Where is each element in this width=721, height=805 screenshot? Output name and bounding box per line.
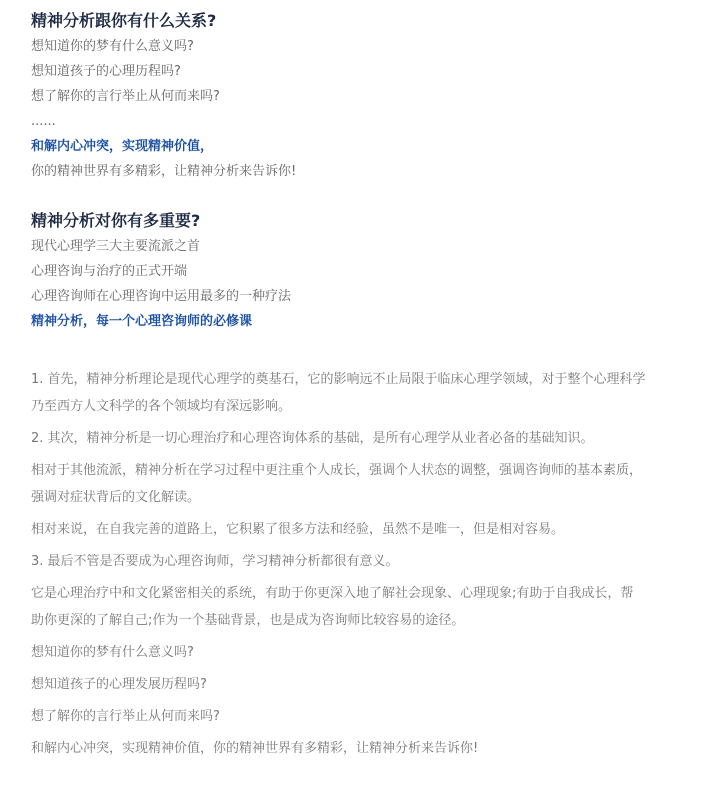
- body-paragraph-2: 2. 其次，精神分析是一切心理治疗和心理咨询体系的基础，是所有心理学从业者必备的基础知识。: [31, 431, 594, 446]
- section2-line: 现代心理学三大主要流派之首: [31, 239, 201, 254]
- body-paragraph-9: 想了解你的言行举止从何而来吗?: [31, 709, 220, 724]
- body-paragraph-10: 和解内心冲突，实现精神价值，你的精神世界有多精彩，让精神分析来告诉你!: [31, 741, 479, 756]
- section-spacer: [31, 184, 646, 208]
- body-paragraph-8: 想知道孩子的心理发展历程吗?: [31, 677, 207, 692]
- body-paragraph-5: 3. 最后不管是否要成为心理咨询师，学习精神分析都很有意义。: [31, 554, 399, 569]
- section-spacer: [31, 334, 646, 366]
- section2-line: 心理咨询师在心理咨询中运用最多的一种疗法: [31, 289, 292, 304]
- body-paragraph-1: 1. 首先，精神分析理论是现代心理学的奠基石，它的影响远不止局限于临床心理学领域，对于整个心理科学乃至西方人文科学的各个领域均有深远影响。: [31, 372, 646, 414]
- body-paragraph-7: 想知道你的梦有什么意义吗?: [31, 645, 194, 660]
- section1-line: 想了解你的言行举止从何而来吗?: [31, 89, 220, 104]
- body-paragraph-3: 相对于其他流派，精神分析在学习过程中更注重个人成长，强调个人状态的调整，强调咨询师的基本素质，强调对症状背后的文化解读。: [31, 463, 643, 505]
- section1-heading: 精神分析跟你有什么关系?: [31, 11, 217, 30]
- section1-line: 想知道孩子的心理历程吗?: [31, 64, 181, 79]
- section1-line: 想知道你的梦有什么意义吗?: [31, 39, 194, 54]
- section2-highlight: 精神分析，每一个心理咨询师的必修课: [31, 314, 253, 329]
- article: [31, 8, 646, 762]
- section1-highlight: 和解内心冲突，实现精神价值，: [31, 139, 214, 154]
- body-paragraph-6: 它是心理治疗中和文化紧密相关的系统，有助于你更深入地了解社会现象、心理现象;有助于自我成长，帮助你更深的了解自己;作为一个基础背景，也是成为咨询师比较容易的途径。: [31, 586, 634, 628]
- section1-closing: 你的精神世界有多精彩，让精神分析来告诉你!: [31, 164, 297, 179]
- section1-ellipsis: ......: [31, 114, 56, 129]
- body-paragraph-4: 相对来说，在自我完善的道路上，它积累了很多方法和经验，虽然不是唯一，但是相对容易。: [31, 522, 565, 537]
- section2-heading: 精神分析对你有多重要?: [31, 211, 201, 230]
- section2-line: 心理咨询与治疗的正式开端: [31, 264, 188, 279]
